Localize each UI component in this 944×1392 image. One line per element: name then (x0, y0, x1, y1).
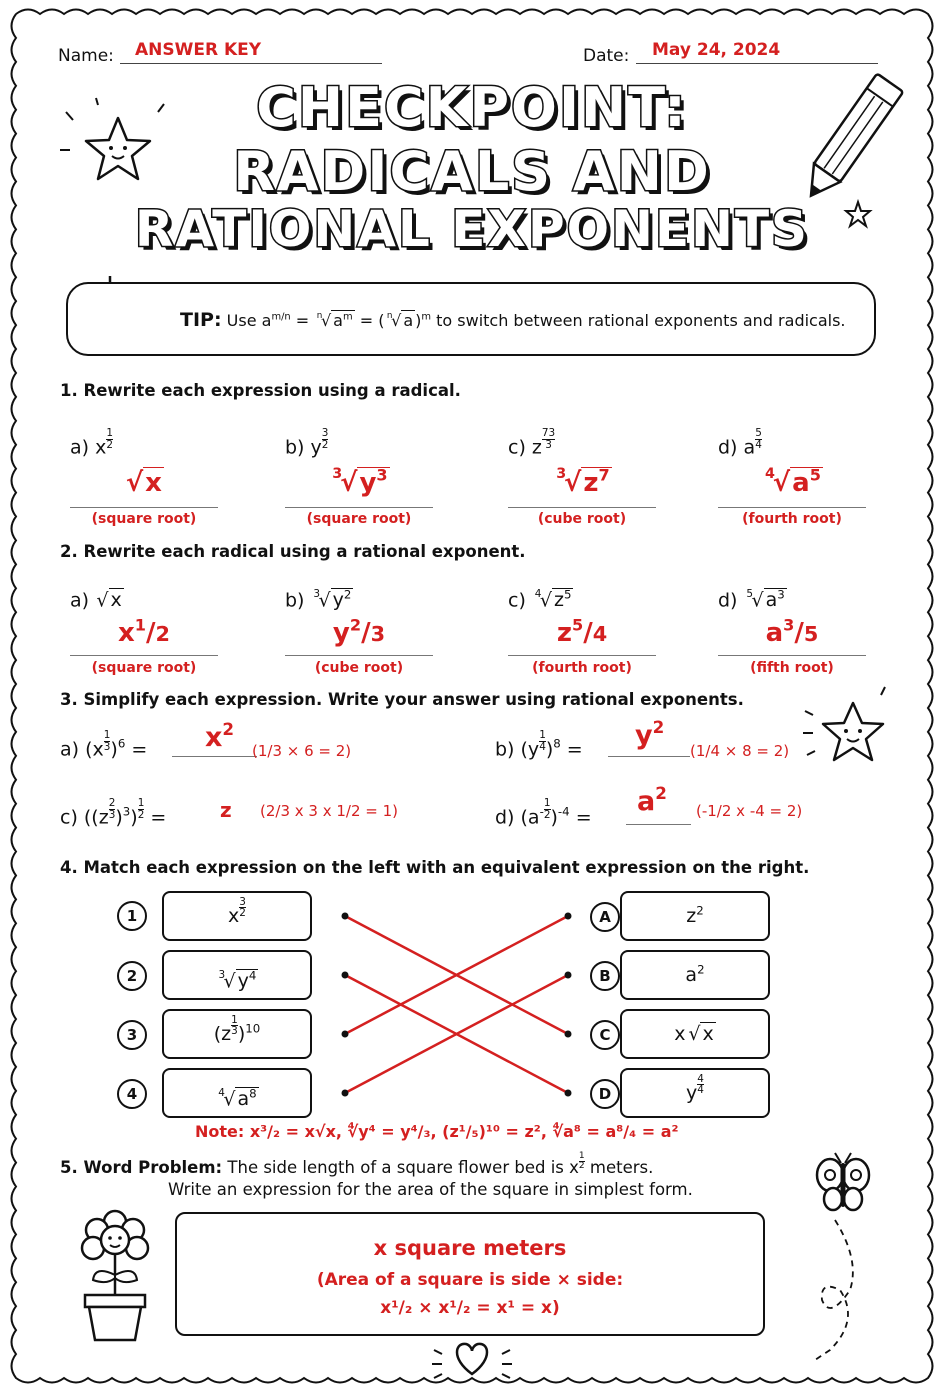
match-number-3: 3 (117, 1020, 147, 1050)
q1-answer-2: $^3√y^3$ (332, 465, 388, 498)
q2-answer-1: $x^1/2$ (118, 615, 170, 648)
q5-text-2: Write an expression for the area of the square in simplest form. (168, 1180, 693, 1199)
q5-text-1: 5. Word Problem: The side length of a square flower bed is x $\frac{1}{2}$ meters. (60, 1151, 654, 1178)
q5-answer-2: (Area of a square is side × side: (316, 1270, 624, 1290)
q1-problem-3: c) z $\frac{73}{3}$ (508, 427, 556, 459)
q1-answer-4: $^4√a^5$ (764, 465, 821, 498)
q3b-problem: b) (y $\frac{1}{4}$ )$^8$ = (495, 729, 583, 761)
q1-answer-line-3 (508, 507, 656, 508)
q3d-answer: $a^2$ (637, 783, 667, 817)
match-dot-right-c (565, 1031, 572, 1038)
q2-note-3: (fourth root) (532, 660, 632, 676)
match-left-2[interactable]: $^3$√ $y^4$ (162, 950, 312, 1000)
name-value: ANSWER KEY (135, 40, 262, 60)
flower-pot-doodle (82, 1211, 148, 1340)
q3d-answer-line (626, 824, 691, 825)
q2-answer-3: $z^5/4$ (556, 615, 608, 648)
q1-note-3: (cube root) (537, 511, 627, 527)
match-dot-right-d (565, 1090, 572, 1097)
match-letter-c: C (590, 1020, 620, 1050)
q3d-problem: d) (a- $\frac{1}{2}$ )$^{-4}$ = (495, 797, 592, 829)
tip-text-pre: Use a (226, 311, 272, 330)
q3a-note: (1/3 × 6 = 2) (252, 742, 352, 760)
match-letter-d: D (590, 1079, 620, 1109)
q2-answer-2: $y^2/3$ (332, 615, 386, 648)
tip-label: TIP: (180, 309, 222, 331)
q3a-answer-line (172, 756, 257, 757)
match-dot-left-1 (342, 913, 349, 920)
q2-answer-line-2 (285, 655, 433, 656)
date-label: Date: (583, 46, 630, 66)
q1-note-2: (square root) (306, 511, 412, 527)
q3c-answer: z (220, 798, 232, 822)
q3c-note: (2/3 x 3 x 1/2 = 1) (260, 802, 399, 820)
match-letter-a: A (590, 902, 620, 932)
q1-problem-4: d) a $\frac{5}{4}$ (718, 427, 762, 459)
q2-answer-line-1 (70, 655, 218, 656)
q1-answer-1: √x (125, 467, 162, 498)
q1-prompt: 1. Rewrite each expression using a radical. (60, 381, 461, 400)
q2-problem-1: a) √ x (70, 589, 122, 612)
q3a-answer: $x^2$ (205, 719, 235, 753)
tip-text-post: to switch between rational exponents and radicals. (431, 311, 846, 330)
q4-note: Note: x³/₂ = x√x, ∜y⁴ = y⁴/₃, (z¹/₅)¹⁰ = z², ∜a⁸ = a⁸/₄ = a² (195, 1122, 679, 1141)
match-dot-right-b (565, 972, 572, 979)
match-right-d[interactable]: y $\frac{4}{4}$ (620, 1068, 770, 1118)
q3b-answer-line (608, 756, 690, 757)
title-line-3: RATIONAL EXPONENTS (134, 200, 810, 258)
match-number-4: 4 (117, 1079, 147, 1109)
q2-problem-4: d) $^5$√ $a^3$ (718, 587, 785, 612)
q4-prompt: 4. Match each expression on the left with an equivalent expression on the right. (60, 858, 810, 877)
q2-prompt: 2. Rewrite each radical using a rational exponent. (60, 542, 526, 561)
q2-note-2: (cube root) (314, 660, 404, 676)
match-right-b[interactable]: $a^2$ (620, 950, 770, 1000)
title-line-1: CHECKPOINT: (256, 76, 688, 139)
q2-note-4: (fifth root) (750, 660, 834, 676)
q1-note-1: (square root) (91, 511, 197, 527)
match-dot-left-2 (342, 972, 349, 979)
title-line-2: RADICALS AND (233, 140, 711, 203)
q1-answer-3: $^3√z^7$ (556, 465, 610, 498)
date-value: May 24, 2024 (652, 40, 781, 60)
heart-doodle (432, 1344, 512, 1378)
q1-answer-line-4 (718, 507, 866, 508)
match-right-c[interactable]: x √ x (620, 1009, 770, 1059)
q3-prompt: 3. Simplify each expression. Write your answer using rational exponents. (60, 690, 744, 709)
q5-answer-1: x square meters (373, 1236, 567, 1260)
q3a-problem: a) (x $\frac{1}{3}$ )$^6$ = (60, 729, 148, 761)
q2-note-1: (square root) (91, 660, 197, 676)
match-dot-right-a (565, 913, 572, 920)
match-dot-left-4 (342, 1090, 349, 1097)
match-number-2: 2 (117, 961, 147, 991)
q3b-note: (1/4 × 8 = 2) (690, 742, 790, 760)
match-dot-left-3 (342, 1031, 349, 1038)
match-left-1[interactable]: x $\frac{3}{2}$ (162, 891, 312, 941)
q1-problem-1: a) x $\frac{1}{2}$ (70, 427, 114, 459)
q1-answer-line-2 (285, 507, 433, 508)
butterfly-doodle (817, 1153, 869, 1210)
match-letter-b: B (590, 961, 620, 991)
tip-text: TIP: Use $a^{m/n} = ^n√$ $a^m$ = ( $^n$√ a )$^m$ to switch between rational exponents and radicals. (180, 309, 846, 331)
match-lines (342, 913, 572, 1097)
q1-note-4: (fourth root) (742, 511, 842, 527)
q3c-problem: c) ((z $\frac{2}{3}$ )$^3$) $\frac{1}{2}$ = (60, 797, 167, 829)
q1-problem-2: b) y $\frac{3}{2}$ (285, 427, 329, 459)
q2-answer-line-4 (718, 655, 866, 656)
name-label: Name: (58, 46, 114, 66)
star-doodle-right (803, 687, 885, 760)
match-right-a[interactable]: $z^2$ (620, 891, 770, 941)
flight-path-dashed (815, 1220, 853, 1360)
match-left-3[interactable]: (z $\frac{1}{3}$ )$^{10}$ (162, 1009, 312, 1059)
q2-answer-4: $a^3/5$ (765, 615, 819, 648)
q2-answer-line-3 (508, 655, 656, 656)
q2-problem-3: c) $^4$√ $z^5$ (508, 587, 572, 612)
q3b-answer: $y^2$ (635, 717, 665, 751)
q2-problem-2: b) $^3$√ $y^2$ (285, 587, 352, 612)
match-left-4[interactable]: $^4$√ $a^8$ (162, 1068, 312, 1118)
q1-answer-line-1 (70, 507, 218, 508)
match-number-1: 1 (117, 901, 147, 931)
q3d-note: (-1/2 x -4 = 2) (696, 802, 803, 820)
q5-answer-3: x¹/₂ × x¹/₂ = x¹ = x) (380, 1298, 560, 1318)
